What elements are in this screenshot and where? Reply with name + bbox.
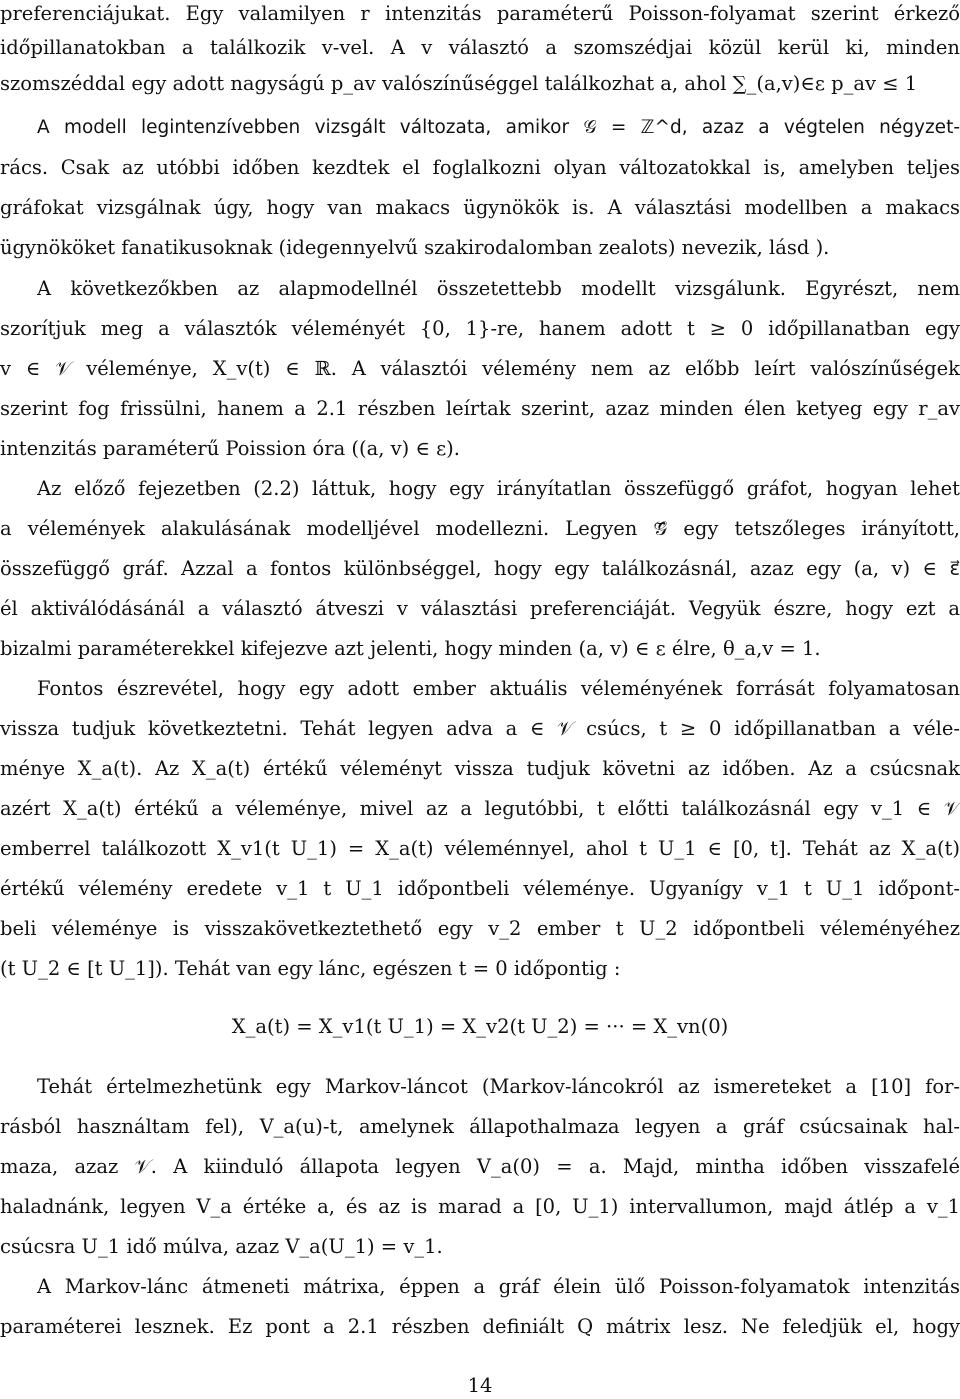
text-line: v ∈ 𝒱 véleménye, X_v(t) ∈ ℝ. A választói vélemény nem az előbb leírt valószínűségek	[0, 357, 960, 380]
text-line: értékű vélemény eredete v_1 t U_1 időpontbeli véleménye. Ugyanígy v_1 t U_1 időpont-	[0, 877, 960, 900]
text-line: rács. Csak az utóbbi időben kezdtek el foglalkozni olyan változatokkal is, amelyben teljes	[0, 156, 960, 179]
text-line: csúcsra U_1 idő múlva, azaz V_a(U_1) = v_1.	[0, 1235, 443, 1258]
text-line: ügynököket fanatikusoknak (idegennyelvű szakirodalomban zealots) nevezik, lásd ).	[0, 236, 830, 259]
text-line: a vélemények alakulásának modelljével modellezni. Legyen 𝒢⃗ egy tetszőleges irányított,	[0, 517, 960, 540]
text-line: Az előző fejezetben (2.2) láttuk, hogy egy irányítatlan összefüggő gráfot, hogyan lehet	[37, 477, 960, 500]
text-line: emberrel találkozott X_v1(t U_1) = X_a(t) véleménnyel, ahol t U_1 ∈ [0, t]. Tehát az X_a(t)	[0, 837, 960, 860]
text-line: (t U_2 ∈ [t U_1]). Tehát van egy lánc, egészen t = 0 időpontig :	[0, 957, 621, 980]
text-line: szorítjuk meg a választók véleményét {0, 1}-re, hanem adott t ≥ 0 időpillanatban egy	[0, 317, 960, 340]
text-line: A következőkben az alapmodellnél összetettebb modellt vizsgálunk. Egyrészt, nem	[37, 277, 960, 300]
text-line: él aktiválódásánál a választó átveszi v választási preferenciáját. Vegyük észre, hogy ezt a	[0, 597, 960, 620]
text-line: beli véleménye is visszakövetkeztethető egy v_2 ember t U_2 időpontbeli véleményéhez	[0, 917, 960, 940]
text-line: A Markov-lánc átmeneti mátrixa, éppen a gráf élein ülő Poisson-folyamatok intenzitás	[37, 1275, 960, 1298]
text-line: bizalmi paraméterekkel kifejezve azt jelenti, hogy minden (a, v) ∈ ε élre, θ_a,v = 1.	[0, 637, 821, 660]
text-line: időpillanatokban a találkozik v-vel. A v választó a szomszédjai közül kerül ki, minden	[0, 36, 960, 59]
text-line: Fontos észrevétel, hogy egy adott ember aktuális véleményének forrását folyamatosan	[37, 677, 960, 700]
text-line: haladnánk, legyen V_a értéke a, és az is marad a [0, U_1) intervallumon, majd átlép a v_1	[0, 1195, 960, 1218]
text-line: paraméterei lesznek. Ez pont a 2.1 részben definiált Q mátrix lesz. Ne feledjük el, hogy	[0, 1315, 960, 1338]
display-equation: X_a(t) = X_v1(t U_1) = X_v2(t U_2) = ··· = X_vn(0)	[231, 1015, 729, 1038]
text-line: ménye X_a(t). Az X_a(t) értékű véleményt vissza tudjuk követni az időben. Az a csúcsnak	[0, 757, 960, 780]
text-line: azért X_a(t) értékű a véleménye, mivel az a legutóbbi, t előtti találkozásnál egy v_1 ∈ 𝒱	[0, 797, 960, 820]
text-line: szerint fog frissülni, hanem a 2.1 részben leírtak szerint, azaz minden élen ketyeg egy r_av	[0, 397, 960, 420]
text-line: gráfokat vizsgálnak úgy, hogy van makacs ügynökök is. A választási modellben a makacs	[0, 196, 960, 219]
text-line: intenzitás paraméterű Poission óra ((a, v) ∈ ε).	[0, 437, 460, 460]
text-line: vissza tudjuk következtetni. Tehát legyen adva a ∈ 𝒱 csúcs, t ≥ 0 időpillanatban a véle-	[0, 717, 960, 740]
page-number: 14	[467, 1374, 493, 1397]
text-line: A modell legintenzívebben vizsgált változata, amikor 𝒢 = ℤ^d, azaz a végtelen négyzet-	[37, 117, 960, 138]
text-line: rásból használtam fel), V_a(u)-t, amelynek állapothalmaza legyen a gráf csúcsainak hal-	[0, 1115, 960, 1138]
text-line: maza, azaz 𝒱. A kiinduló állapota legyen V_a(0) = a. Majd, mintha időben visszafelé	[0, 1155, 960, 1178]
text-line: szomszéddal egy adott nagyságú p_av valószínűséggel találkozhat a, ahol ∑_(a,v)∈ε p_av ≤ 1	[0, 72, 918, 95]
text-line: Tehát értelmezhetünk egy Markov-láncot (Markov-láncokról az ismereteket a [10] for-	[37, 1075, 960, 1098]
text-line: preferenciájukat. Egy valamilyen r intenzitás paraméterű Poisson-folyamat szerint érkező	[0, 2, 960, 25]
text-line: összefüggő gráf. Azzal a fontos különbséggel, hogy egy találkozásnál, azaz egy (a, v) ∈ ε⃗	[0, 557, 960, 580]
